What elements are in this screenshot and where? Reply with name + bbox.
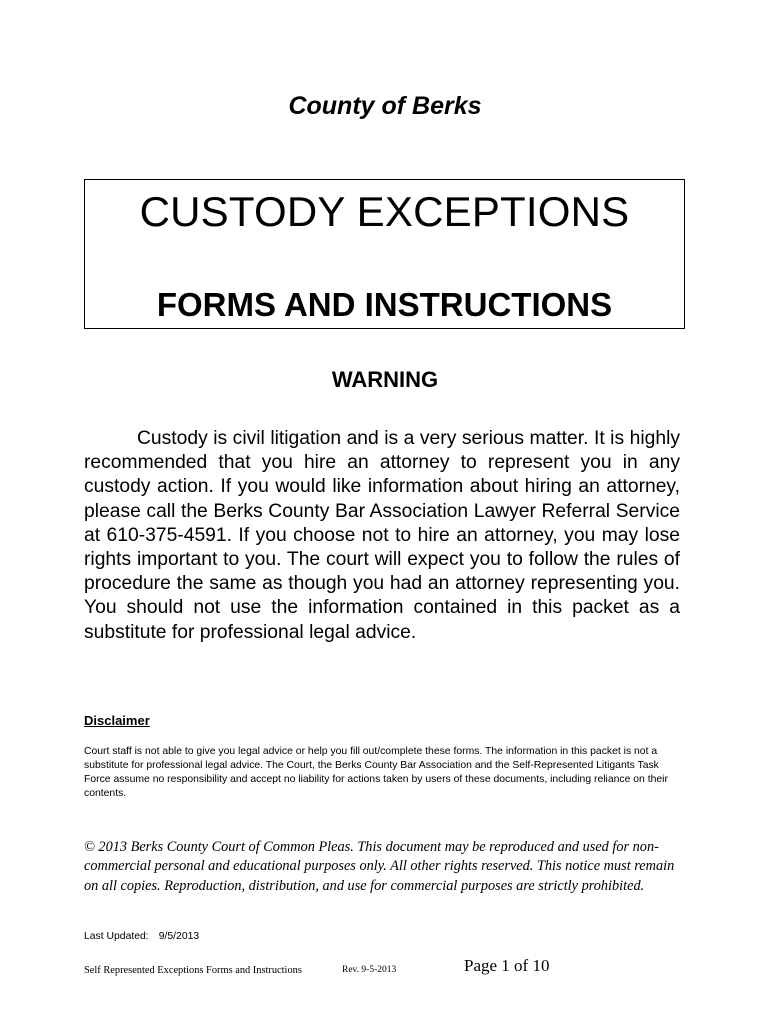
page-number: Page 1 of 10 (464, 956, 550, 975)
document-subtitle: FORMS AND INSTRUCTIONS (156, 286, 613, 323)
county-header: County of Berks (288, 92, 482, 120)
warning-heading: WARNING (331, 367, 439, 392)
page-footer (84, 956, 686, 980)
footer-revision: Rev. 9-5-2013 (342, 965, 397, 975)
document-title: CUSTODY EXCEPTIONS (139, 188, 630, 235)
copyright-notice: © 2013 Berks County Court of Common Pleas. This document may be reproduced and used for non-commercial personal and educational purposes only. All other rights reserved. This notice must remain on all copies. Reproduction, distribution, and use for commercial purposes are strictly prohibited. (84, 839, 675, 894)
last-updated-date: 9/5/2013 (158, 931, 200, 942)
last-updated (84, 931, 199, 942)
disclaimer-heading: Disclaimer (84, 713, 150, 728)
title-box (84, 179, 685, 329)
disclaimer-paragraph: Court staff is not able to give you legal advice or help you fill out/complete these forms. The information in this packet is not a substitute for professional legal advice. The Court, the Berks County Bar Association and the Self-Represented Litigants Task Force assume no responsibility and accept no liability for actions taken by users of these documents, including reliance on their contents. (84, 746, 668, 799)
footer-document-title: Self Represented Exceptions Forms and Instructions (84, 965, 302, 976)
warning-paragraph: Custody is civil litigation and is a very serious matter. It is highly recommended that you hire an attorney to represent you in any custody action. If you would like information about hiring an attorney, please call the Berks County Bar Association Lawyer Referral Service at 610-375-4591. If you choose not to hire an attorney, you may lose rights important to you. The court will expect you to follow the rules of procedure the same as though you had an attorney representing you. You should not use the information contained in this packet as a substitute for professional legal advice. (84, 428, 680, 643)
last-updated-label: Last Updated: (84, 931, 149, 942)
